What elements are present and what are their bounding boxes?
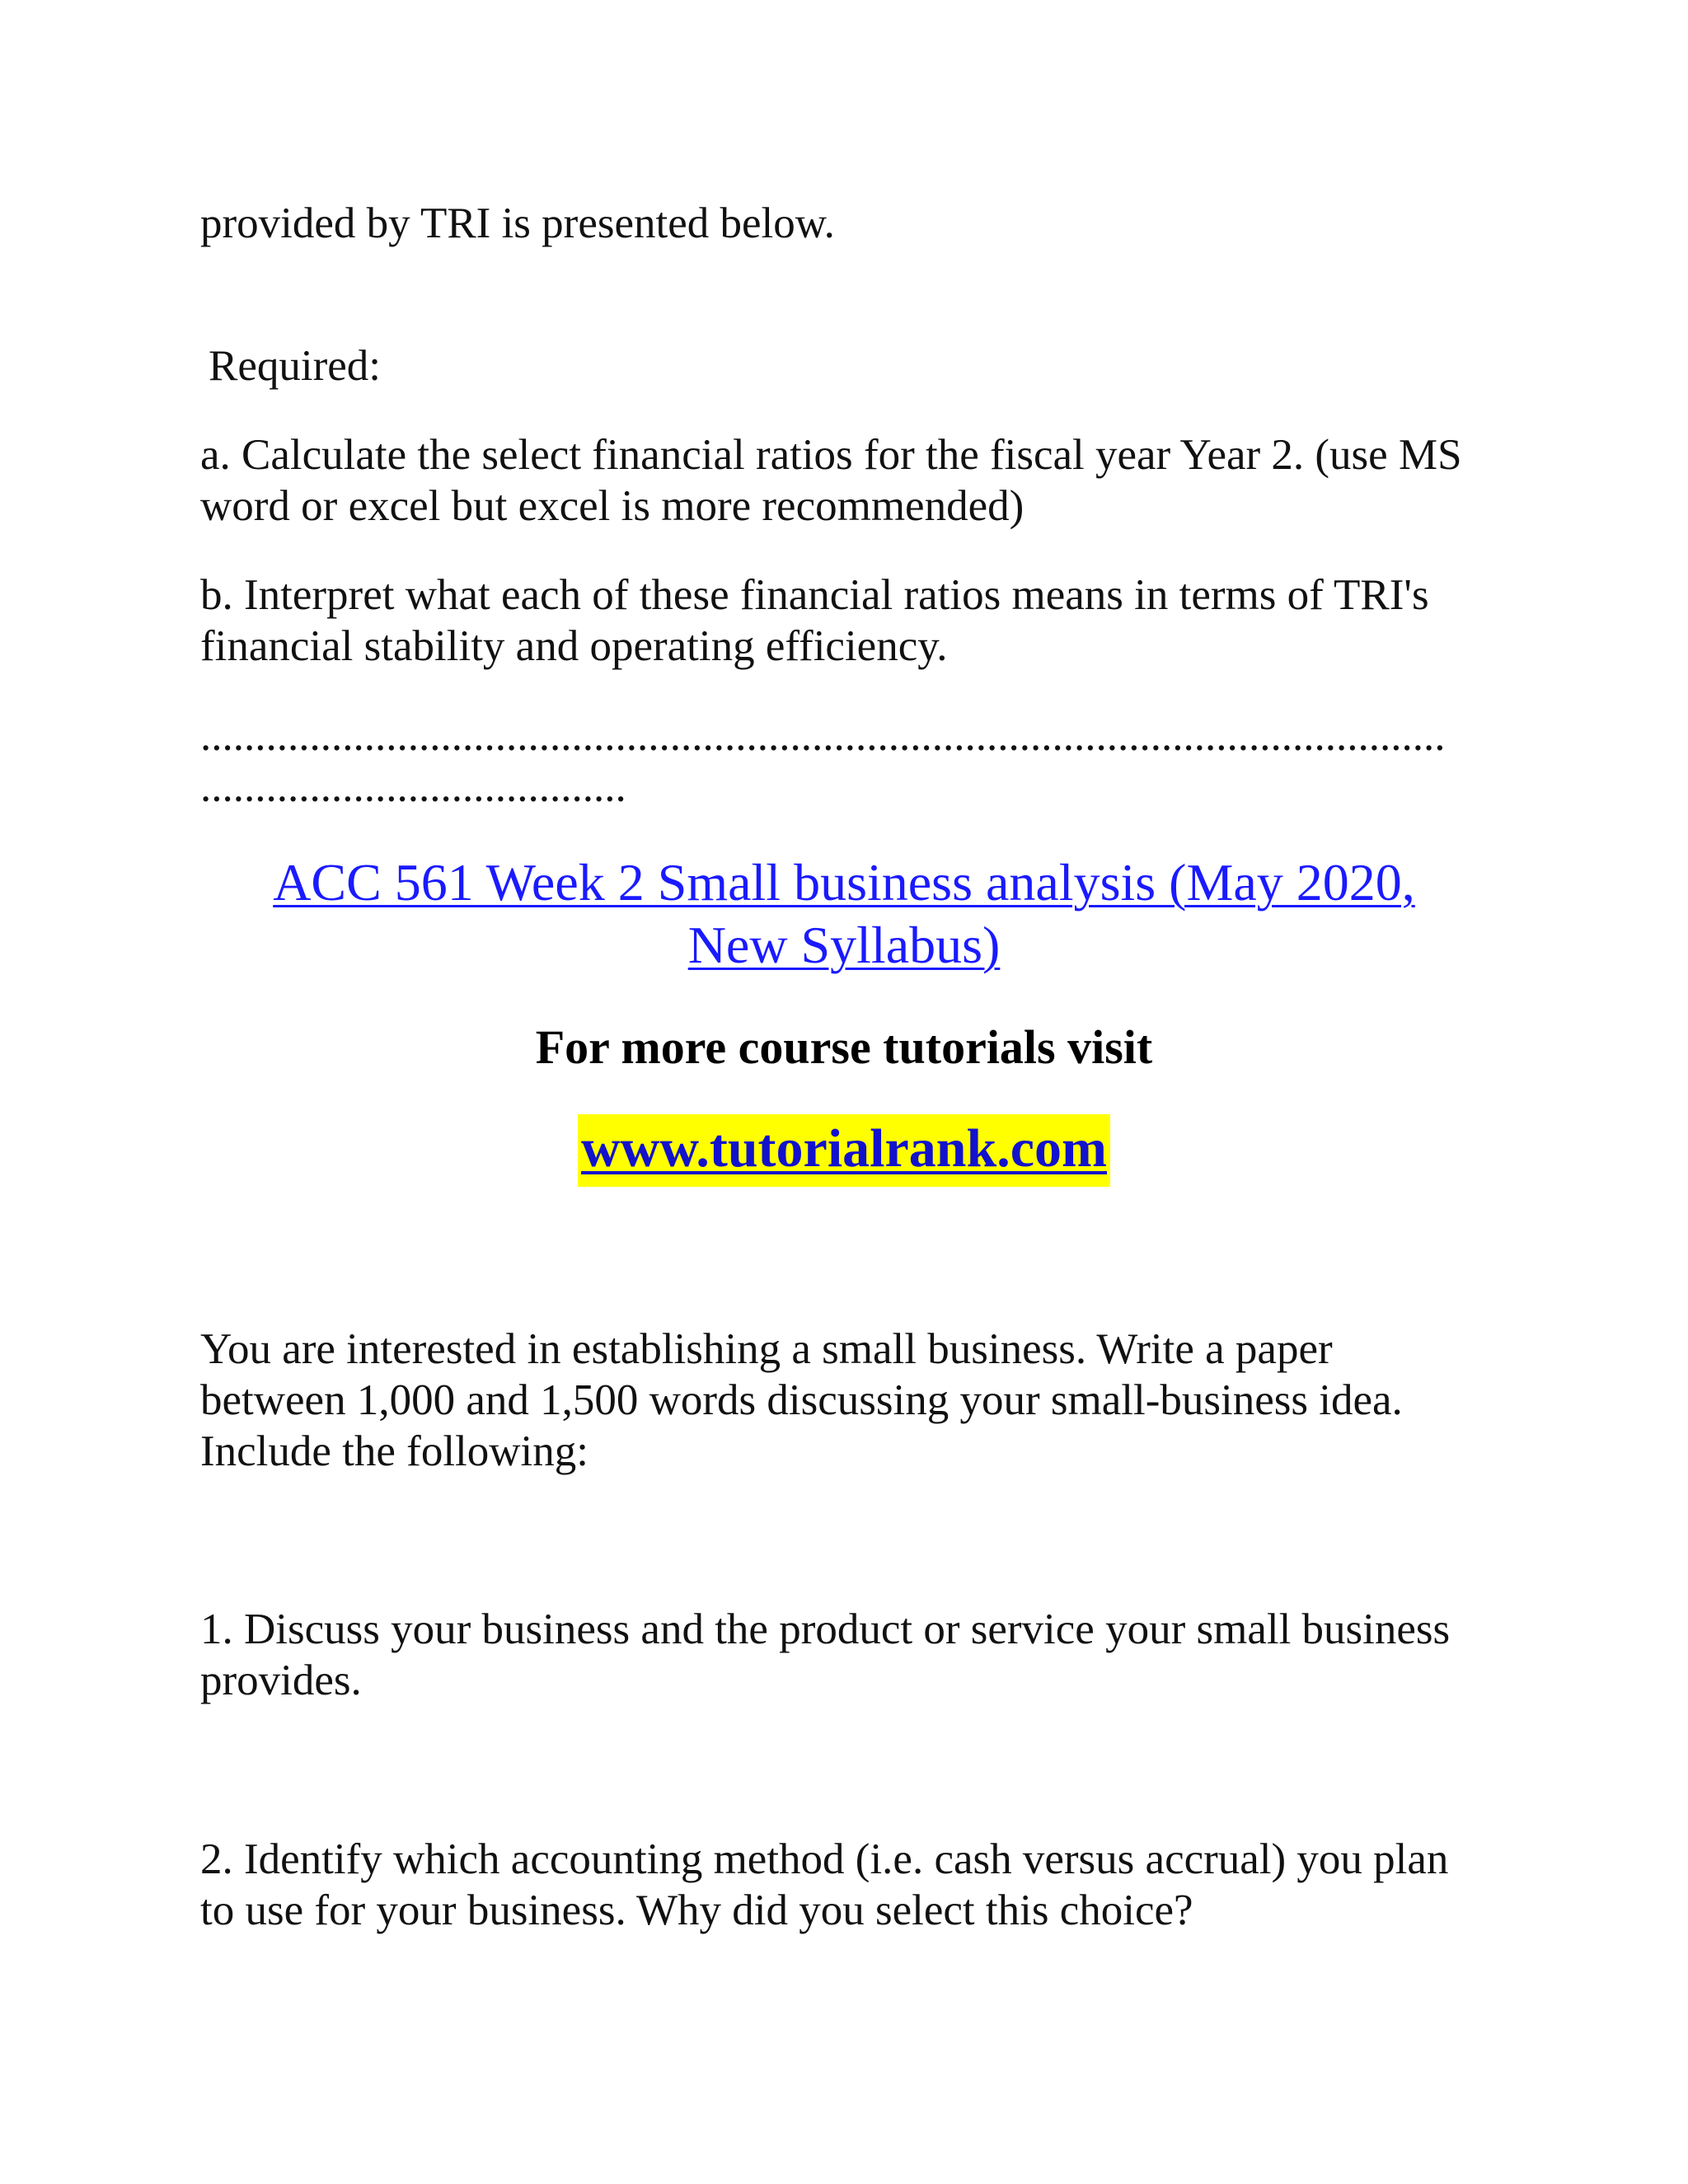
item-a-line-2: word or excel but excel is more recommended) <box>200 482 1025 530</box>
dotted-separator-line-1: .................................................................................................................. <box>200 712 1446 760</box>
assignment-intro-paragraph <box>200 1324 1503 1477</box>
visit-text: For more course tutorials visit <box>535 1020 1153 1074</box>
item-b-line-2: financial stability and operating efficiency. <box>200 622 948 670</box>
assignment-intro-line-2: between 1,000 and 1,500 words discussing your small-business idea. <box>200 1376 1403 1424</box>
intro-paragraph <box>200 198 1503 249</box>
item-1-line-2: provides. <box>200 1657 362 1704</box>
item-b-paragraph <box>200 569 1503 672</box>
required-label: Required: <box>209 342 381 390</box>
item-a-line-1: a. Calculate the select financial ratios for the fiscal year Year 2. (use MS <box>200 431 1462 479</box>
site-link-wrapper <box>0 1114 1688 1187</box>
assignment-intro-line-1: You are interested in establishing a small business. Write a paper <box>200 1325 1333 1373</box>
dotted-separator <box>200 710 1503 813</box>
intro-line: provided by TRI is presented below. <box>200 199 835 247</box>
item-2-line-1: 2. Identify which accounting method (i.e. cash versus accrual) you plan <box>200 1835 1449 1883</box>
dotted-separator-line-2: ....................................... <box>200 763 626 811</box>
item-1-line-1: 1. Discuss your business and the product or service your small business <box>200 1605 1451 1653</box>
course-title-link[interactable] <box>0 851 1688 977</box>
course-title-line-1[interactable]: ACC 561 Week 2 Small business analysis (May 2020, <box>273 853 1415 912</box>
item-a-paragraph <box>200 429 1503 532</box>
item-2-paragraph <box>200 1834 1503 1936</box>
assignment-intro-line-3: Include the following: <box>200 1427 588 1475</box>
item-b-line-1: b. Interpret what each of these financial ratios means in terms of TRI's <box>200 571 1429 619</box>
required-heading <box>209 340 1511 391</box>
tutorialrank-link[interactable]: www.tutorialrank.com <box>578 1114 1110 1187</box>
course-title-line-2[interactable]: New Syllabus) <box>687 916 1001 974</box>
item-1-paragraph <box>200 1604 1503 1706</box>
item-2-line-2: to use for your business. Why did you select this choice? <box>200 1886 1193 1934</box>
